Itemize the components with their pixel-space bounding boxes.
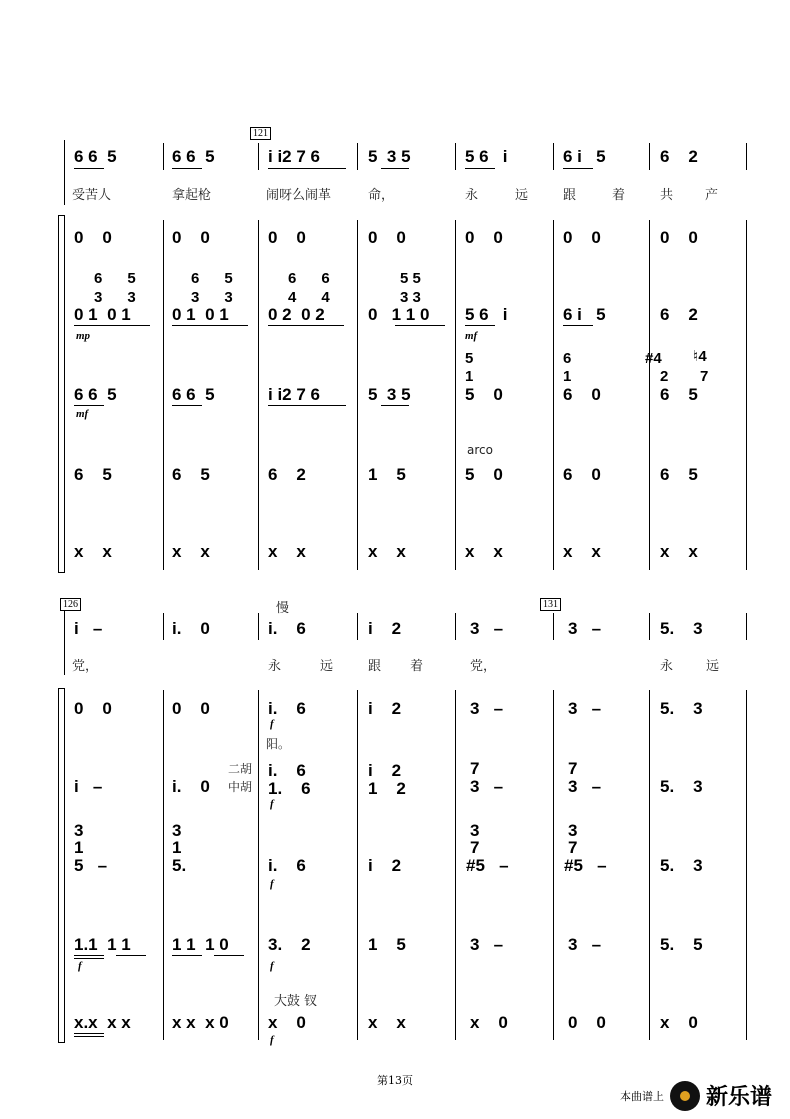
part2-chord-mid: 4 4 [288,289,330,306]
lyric: 跟 [368,659,382,674]
barline [357,613,358,640]
melody-measure: 5. 3 [660,619,703,638]
part5-measure: x x [563,542,601,561]
dynamic-marking: f [270,960,274,972]
part3-chord-top: 3 [74,821,84,840]
melody-measure: i. 0 [172,619,210,638]
barline [163,143,164,170]
part5-measure: x x [268,542,306,561]
part5-measure: 0 0 [568,1013,606,1032]
part3-chord-mid: 7 [470,838,480,857]
part3-measure: 6 6 5 [74,385,117,404]
barline [357,690,358,1040]
part3-measure: 5 3 5 [368,385,411,404]
part4-measure: 1.1 1 1 [74,935,131,954]
brand-watermark[interactable] [620,1080,772,1111]
barline [553,690,554,1040]
part2-chord-mid: 3 3 [94,289,136,306]
part2-lower: 7 [568,759,578,778]
part1-measure: 0 0 [660,228,698,247]
part2-measure: 5 6 i [465,305,508,324]
dynamic-marking: f [270,878,274,890]
dynamic-marking: f [270,798,274,810]
underline [172,325,248,326]
part2-lower: 1. 6 [268,779,311,798]
part1-measure: i 2 [368,699,402,718]
melody-measure: 5 6 i [465,147,508,166]
part4-measure: 3 – [470,935,504,954]
underline [172,405,202,406]
part5-measure: x x [74,542,112,561]
tempo-marking: 慢 [276,601,290,616]
part4-measure: 6 5 [172,465,210,484]
part2-chord-mid: 3 3 [191,289,233,306]
system-brace [58,215,59,573]
barline [455,613,456,640]
brand-caption: 本曲谱上 [619,1089,664,1103]
part3-measure: 5. 3 [660,856,703,875]
part1-measure: 5. 3 [660,699,703,718]
part3-measure: i i2 7 6 [268,385,320,404]
melody-measure: 6 6 5 [74,147,117,166]
instrument-label: 二胡 [228,762,253,776]
part2-chord-top: 6 6 [288,270,330,287]
lyric: 闹呀么闹革 [266,188,332,203]
part5-measure: x x x 0 [172,1013,229,1032]
lyric-extra: 阳。 [266,737,291,751]
part2-measure: 6 2 [660,305,698,324]
dynamic-marking: f [270,718,274,730]
part3-chord-top: 6 [563,350,572,367]
part2-measure: i 2 [368,761,402,780]
part2-measure: i – [74,777,103,796]
melody-measure: 6 2 [660,147,698,166]
barline [258,220,259,570]
system-bracket [64,215,65,573]
melody-measure: i 2 [368,619,402,638]
part5-measure: x x [660,542,698,561]
lyric: 共 [660,188,674,203]
lyric: 产 [705,188,719,203]
part3-measure: 5 – [74,856,108,875]
record-logo-icon [670,1081,700,1111]
part2-chord-top: 6 5 [94,270,136,287]
part4-measure: 6 5 [660,465,698,484]
underline [381,168,409,169]
underline [563,325,593,326]
underline [74,1033,104,1034]
part3-chord-mid: 1 [74,838,84,857]
dynamic-marking: f [270,1034,274,1046]
part3-measure: 6 6 5 [172,385,215,404]
staff-line [64,140,65,205]
melody-measure: i. 6 [268,619,306,638]
part3-chord-top: ♮4 [693,348,707,365]
dynamic-marking: f [78,960,82,972]
barline [553,220,554,570]
barline [258,690,259,1040]
part3-chord-top: 3 [568,821,578,840]
part3-measure: #5 – [466,856,509,875]
part5-measure: x x [368,1013,406,1032]
underline [381,405,409,406]
melody-measure: 3 – [470,619,504,638]
part4-measure: 6 2 [268,465,306,484]
measure-number: 121 [250,127,271,140]
part3-chord-mid: 7 [700,368,709,385]
part3-chord-mid: 1 [172,838,182,857]
system-bracket [64,688,65,1043]
lyric: 着 [410,659,424,674]
bracket-cap-top [58,215,65,216]
underline [74,958,104,959]
part2-chord-mid: 3 3 [400,289,421,306]
barline [553,613,554,640]
barline [258,143,259,170]
part2-measure: 3 – [470,777,504,796]
melody-measure: i i2 7 6 [268,147,320,166]
part5-measure: x x [172,542,210,561]
instrument-label: 中胡 [228,780,253,794]
staff-line [64,610,65,675]
lyric: 党， [470,659,497,674]
lyric: 拿起枪 [172,188,212,203]
part3-measure: 5 0 [465,385,503,404]
melody-measure: 6 6 5 [172,147,215,166]
part2-measure: 0 2 0 2 [268,305,325,324]
underline [172,955,202,956]
part2-lower: 7 [470,759,480,778]
brand-name: 新乐谱 [705,1085,772,1110]
part2-measure: 0 1 0 1 [172,305,229,324]
barline [357,220,358,570]
barline [649,143,650,170]
arco-marking: arco [467,443,493,457]
part1-measure: 0 0 [465,228,503,247]
underline [74,325,150,326]
lyric: 远 [706,659,720,674]
part3-chord-mid: 1 [563,368,572,385]
barline [455,690,456,1040]
part2-measure: 0 1 1 0 [368,305,430,324]
lyric: 党， [72,659,99,674]
part4-measure: 5. 5 [660,935,703,954]
barline [649,690,650,1040]
underline [74,405,104,406]
melody-measure: 6 i 5 [563,147,606,166]
underline [74,1036,104,1037]
system-brace [58,688,59,1043]
measure-number: 131 [540,598,561,611]
bracket-cap-top [58,688,65,689]
barline [163,613,164,640]
part3-chord-mid: 7 [568,838,578,857]
underline [214,955,244,956]
part5-measure: x x [368,542,406,561]
barline [455,220,456,570]
part3-chord-top: 3 [470,821,480,840]
underline [74,168,104,169]
barline [553,143,554,170]
dynamic-marking: mf [76,408,89,420]
underline [268,325,344,326]
part4-measure: 1 5 [368,935,406,954]
bracket-cap-bottom [58,572,65,573]
part1-measure: 0 0 [368,228,406,247]
lyric: 远 [320,659,334,674]
underline [116,955,146,956]
part3-chord-top: 3 [172,821,182,840]
part1-measure: 0 0 [268,228,306,247]
part2-chord-top: 6 5 [191,270,233,287]
part4-measure: 3 – [568,935,602,954]
percussion-label: 大鼓 钗 [274,994,318,1009]
underline [268,405,346,406]
measure-number: 126 [60,598,81,611]
part4-measure: 5 0 [465,465,503,484]
barline [258,613,259,640]
part1-measure: 0 0 [74,699,112,718]
barline [746,220,747,570]
part3-chord-mid: 1 [465,368,474,385]
barline [649,220,650,570]
melody-measure: 3 – [568,619,602,638]
barline [746,613,747,640]
part3-chord-top: #4 [645,350,662,367]
part2-measure: i. 6 [268,761,306,780]
bracket-cap-bottom [58,1042,65,1043]
part4-measure: 1 5 [368,465,406,484]
part1-measure: 0 0 [172,699,210,718]
barline [746,143,747,170]
part3-measure: 6 0 [563,385,601,404]
lyric: 受苦人 [72,188,112,203]
underline [74,955,104,956]
part3-measure: 6 5 [660,385,698,404]
part2-measure: i. 0 [172,777,210,796]
part5-measure: x 0 [470,1013,508,1032]
lyric: 远 [515,188,529,203]
part2-measure: 6 i 5 [563,305,606,324]
lyric: 永 [660,659,674,674]
lyric: 着 [612,188,626,203]
lyric: 命， [368,188,395,203]
part2-chord-top: 5 5 [400,270,421,287]
page-number: 第13页 [377,1074,413,1087]
part1-measure: 0 0 [172,228,210,247]
underline [563,168,593,169]
part3-measure: i 2 [368,856,402,875]
part2-measure: 3 – [568,777,602,796]
part1-measure: 3 – [470,699,504,718]
lyric: 永 [268,659,282,674]
barline [649,613,650,640]
barline [746,690,747,1040]
part2-measure: 5. 3 [660,777,703,796]
melody-measure: i – [74,619,103,638]
barline [357,143,358,170]
underline [465,168,495,169]
dynamic-marking: mp [76,330,91,342]
underline [395,325,445,326]
barline [163,220,164,570]
part4-measure: 6 5 [74,465,112,484]
part4-measure: 3. 2 [268,935,311,954]
part3-measure: 5. [172,856,187,875]
melody-measure: 5 3 5 [368,147,411,166]
part3-measure: #5 – [564,856,607,875]
part1-measure: 0 0 [563,228,601,247]
underline [172,168,202,169]
lyric: 永 [465,188,479,203]
underline [465,325,495,326]
lyric: 跟 [563,188,577,203]
part5-measure: x.x x x [74,1013,131,1032]
part4-measure: 1 1 1 0 [172,935,229,954]
part3-chord-top: 5 [465,350,474,367]
barline [163,690,164,1040]
part4-measure: 6 0 [563,465,601,484]
part5-measure: x 0 [660,1013,698,1032]
part1-measure: i. 6 [268,699,306,718]
part1-measure: 3 – [568,699,602,718]
underline [268,168,346,169]
part3-measure: i. 6 [268,856,306,875]
barline [455,143,456,170]
part5-measure: x x [465,542,503,561]
part2-measure: 0 1 0 1 [74,305,131,324]
part1-measure: 0 0 [74,228,112,247]
part5-measure: x 0 [268,1013,306,1032]
dynamic-marking: mf [465,330,478,342]
part2-lower: 1 2 [368,779,406,798]
part3-chord-mid: 2 [660,368,669,385]
